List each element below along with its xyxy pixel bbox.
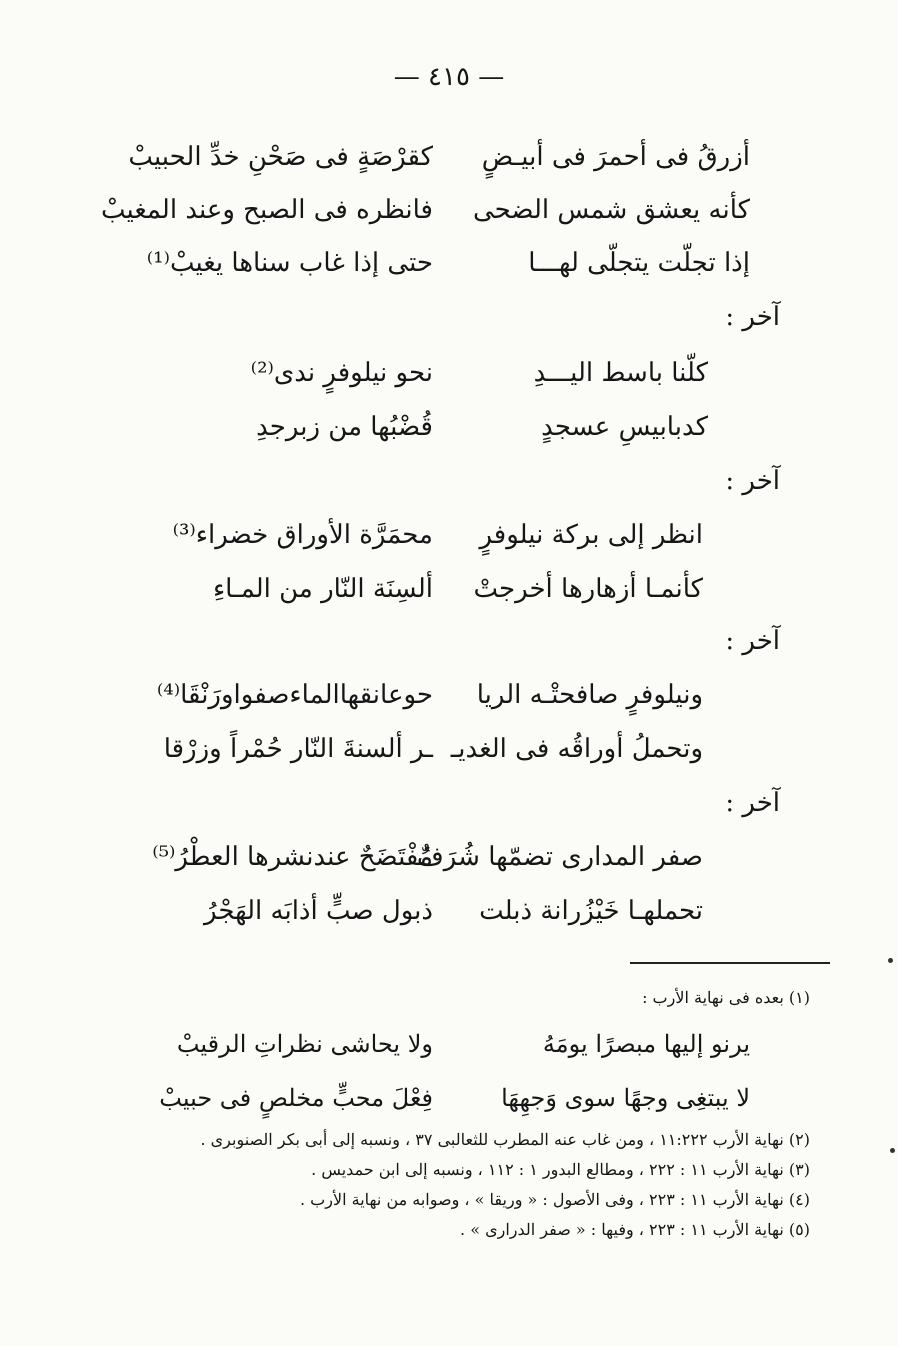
verse-2-2-right: كدبابيسِ عسجدٍ [541,412,708,442]
footnote-verse-1-right: يرنو إليها مبصرًا يومَهُ [542,1030,750,1058]
footnote-3: (٣) نهاية الأرب ١١ : ٢٢٢ ، ومطالع البدور ١ : ١١٢ ، ونسبه إلى ابن حمديس . [311,1160,810,1179]
verse-4-2-left: ـر ألسنةَ النّار حُمْراً وزرْقا [163,734,433,764]
footnote-verse-2-right: لا يبتغِى وجهًا سوى وَجهِهَا [501,1084,750,1112]
section-header: آخر : [725,626,780,656]
footnote-2: (٢) نهاية الأرب ١١:٢٢٢ ، ومن غاب عنه المطرب للثعالبى ٣٧ ، ونسبه إلى أبى بكر الصنوبرى . [200,1130,810,1149]
verse-5-1-left: مُفْتَضَحٌ عندنشرها العطْرُ⁽⁵⁾ [152,842,433,872]
verse-1-1-right: أزرقُ فى أحمرَ فى أبيـضٍ [481,142,750,172]
verse-5-1-right: صفر المدارى تضمّها شُرَفٌ [416,842,703,872]
verse-1-2-left: فانظره فى الصبح وعند المغيبْ [100,195,433,225]
footnote-5: (٥) نهاية الأرب ١١ : ٢٢٣ ، وفيها : « صفر الدرارى » . [460,1220,810,1239]
verse-3-1-right: انظر إلى بركة نيلوفرٍ [479,520,703,550]
verse-4-1-right: ونيلوفرٍ صافحتْـه الريا [476,680,703,710]
footnote-separator [630,962,830,964]
verse-1-1-left: كقرْصَةٍ فى صَحْنِ خدِّ الحبيبْ [128,142,433,172]
verse-2-1-left: نحو نيلوفرٍ ندى⁽²⁾ [250,358,433,388]
verse-5-2-right: تحملهـا خَيْزُرانة ذبلت [479,896,703,926]
verse-2-1-right: كلّنا باسط اليـــدِ [533,358,708,388]
section-header: آخر : [725,302,780,332]
footnote-4: (٤) نهاية الأرب ١١ : ٢٢٣ ، وفى الأصول : « وريقا » ، وصوابه من نهاية الأرب . [300,1190,810,1209]
scan-speck [890,1148,895,1153]
section-header: آخر : [725,466,780,496]
footnote-verse-2-left: فِعْلَ محبٍّ مخلصٍ فى حبيبْ [159,1084,433,1112]
verse-1-3-right: إذا تجلّت يتجلّى لهـــا [528,248,750,278]
verse-3-1-left: محمَرَّة الأوراق خضراء⁽³⁾ [172,520,433,550]
verse-4-1-left: حوعانقهاالماءصفواورَنْقَا⁽⁴⁾ [156,680,433,710]
verse-5-2-left: ذبول صبٍّ أذابَه الهَجْرُ [204,896,433,926]
verse-2-2-left: قُضْبُها من زبرجدِ [256,412,433,442]
verse-1-2-right: كأنه يعشق شمس الضحى [472,195,750,225]
page-number: — ٤١٥ — [393,62,505,92]
verse-3-2-right: كأنمـا أزهارها أخرجتْ [473,574,703,604]
verse-3-2-left: ألسِنَة النّار من المـاءِ [212,574,433,604]
footnote-verse-1-left: ولا يحاشى نظراتِ الرقيبْ [176,1030,433,1058]
section-header: آخر : [725,788,780,818]
verse-1-3-left: حتى إذا غاب سناها يغيبْ⁽¹⁾ [146,248,433,278]
verse-4-2-right: وتحملُ أوراقُه فى الغديـ [450,734,703,764]
scan-speck [888,958,893,963]
footnote-1-intro: (١) بعده فى نهاية الأرب : [642,988,810,1007]
